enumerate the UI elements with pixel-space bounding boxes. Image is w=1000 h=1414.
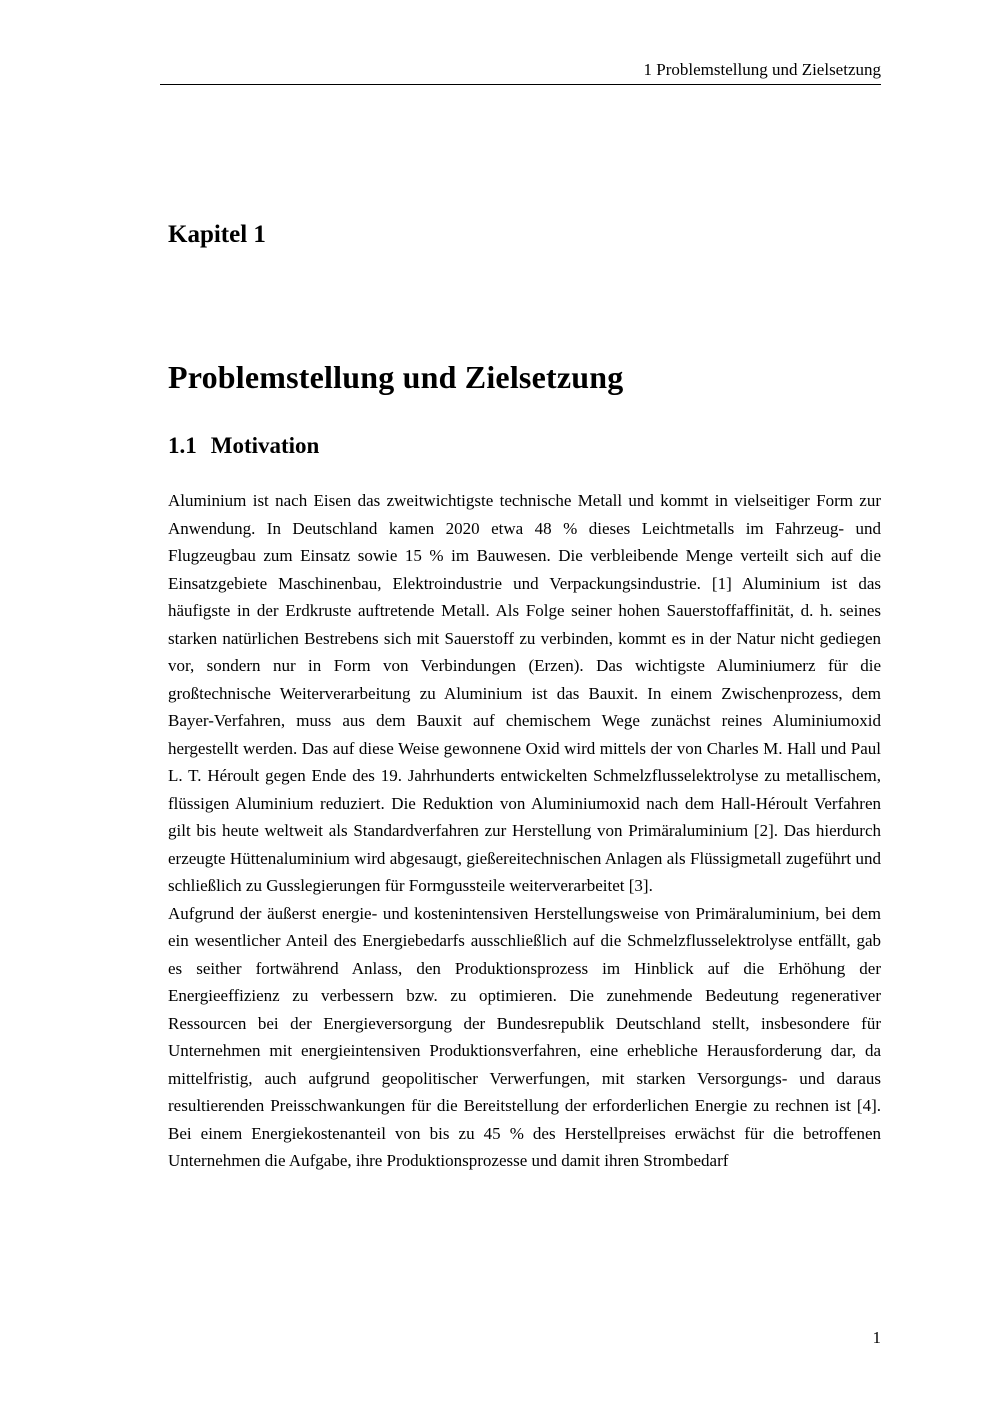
- chapter-title: Problemstellung und Zielsetzung: [168, 359, 624, 395]
- page-number: 1: [872, 1328, 881, 1347]
- body-text: [168, 487, 881, 1175]
- section-heading: [168, 433, 319, 459]
- body-paragraph: Aluminium ist nach Eisen das zweitwichtigste technische Metall und kommt in vielseitiger Form zur Anwendung. In Deutschland kamen 2020 etwa 48 % dieses Leichtmetalls im Fahrzeug- und Flugzeugbau zum Einsatz sowie 15 % im Bauwesen. Die verbleibende Menge verteilt sich auf die Einsatzgebiete Maschinenbau, Elektroindustrie und Verpackungsindustrie. [1] Aluminium ist das häufigste in der Erdkruste auftretende Metall. Als Folge seiner hohen Sauerstoffaffinität, d. h. seines starken natürlichen Bestrebens sich mit Sauerstoff zu verbinden, kommt es in der Natur nicht gediegen vor, sondern nur in Form von Verbindungen (Erzen). Das wichtigste Aluminiumerz für die großtechnische Weiterverarbeitung zu Aluminium ist das Bauxit. In einem Zwischenprozess, dem Bayer-Verfahren, muss aus dem Bauxit auf chemischem Wege zunächst reines Aluminiumoxid hergestellt werden. Das auf diese Weise gewonnene Oxid wird mittels der von Charles M. Hall und Paul L. T. Héroult gegen Ende des 19. Jahrhunderts entwickelten Schmelzflusselektrolyse zu metallischem, flüssigen Aluminium reduziert. Die Reduktion von Aluminiumoxid nach dem Hall-Héroult Verfahren gilt bis heute weltweit als Standardverfahren zur Herstellung von Primäraluminium [2]. Das hierdurch erzeugte Hüttenaluminium wird abgesaugt, gießereitechnischen Anlagen als Flüssigmetall zugeführt und schließlich zu Gusslegierungen für Formgussteile weiterverarbeitet [3].: [168, 491, 881, 895]
- section-number: 1.1: [168, 433, 197, 458]
- body-paragraph: Aufgrund der äußerst energie- und kostenintensiven Herstellungsweise von Primäraluminium, bei dem ein wesentlicher Anteil des Energiebedarfs ausschließlich auf die Schmelzflusselektrolyse entfällt, gab es seither fortwährend Anlass, den Produktionsprozess im Hinblick auf die Erhöhung der Energieeffizienz zu verbessern bzw. zu optimieren. Die zunehmende Bedeutung regenerativer Ressourcen bei der Energieversorgung der Bundesrepublik Deutschland stellt, insbesondere für Unternehmen mit energieintensiven Produktionsverfahren, eine erhebliche Herausforderung dar, da mittelfristig, auch aufgrund geopolitischer Verwerfungen, mit starken Versorgungs- und daraus resultierenden Preisschwankungen für die Bereitstellung der erforderlichen Energie zu rechnen ist [4]. Bei einem Energiekostenanteil von bis zu 45 % des Herstellpreises erwächst für die betroffenen Unternehmen die Aufgabe, ihre Produktionsprozesse und damit ihren Strombedarf: [168, 903, 881, 1170]
- running-header: 1 Problemstellung und Zielsetzung: [643, 60, 881, 79]
- header-rule: [160, 84, 881, 85]
- chapter-label: Kapitel 1: [168, 221, 266, 248]
- section-title: Motivation: [210, 433, 320, 458]
